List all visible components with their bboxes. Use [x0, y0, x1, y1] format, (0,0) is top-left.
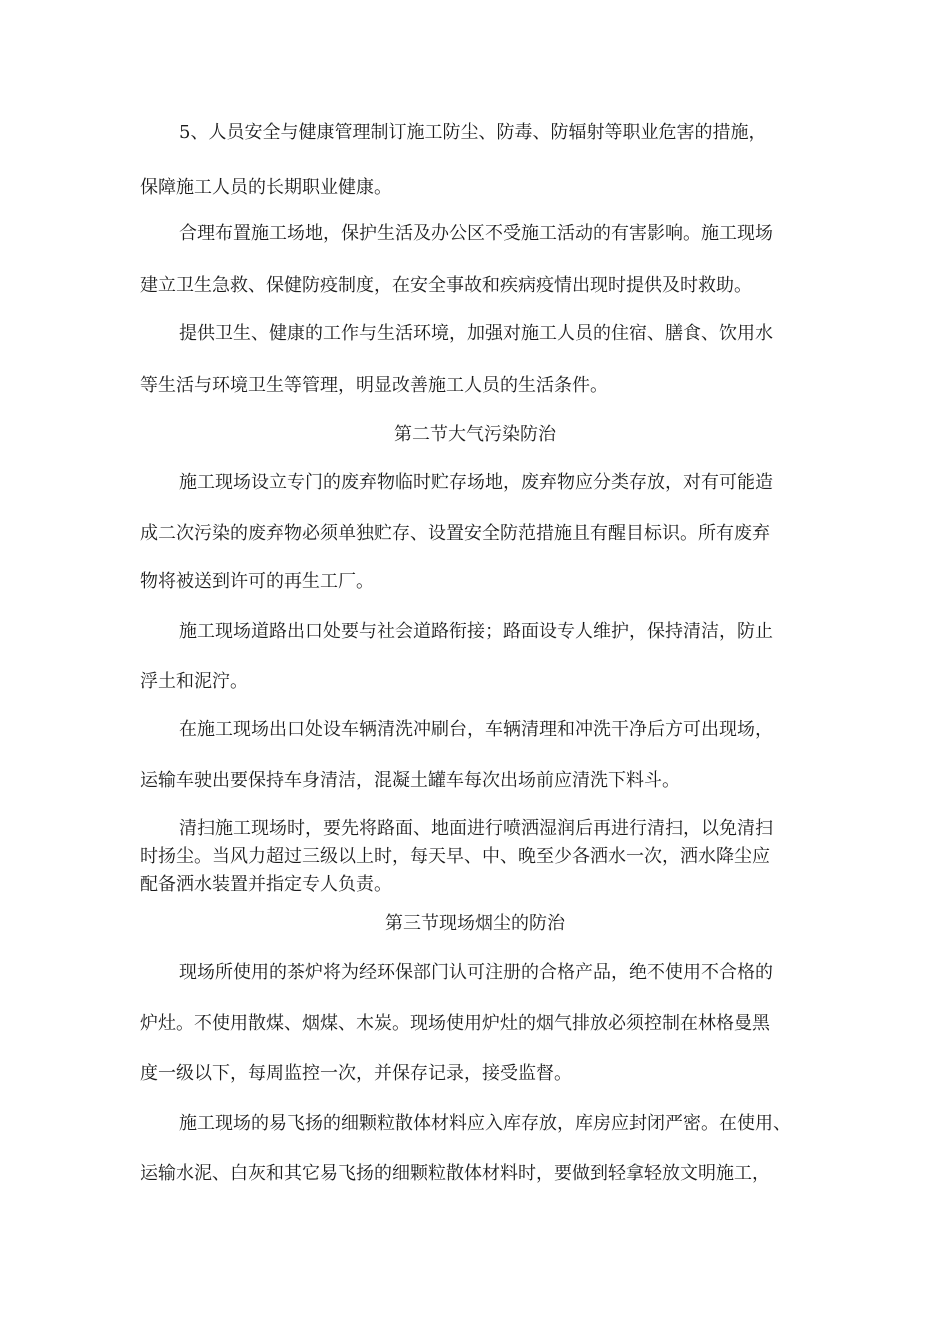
paragraph-line: 清扫施工现场时，要先将路面、地面进行喷洒湿润后再进行清扫，以免清扫 — [179, 818, 773, 839]
paragraph-line: 5、人员安全与健康管理制订施工防尘、防毒、防辐射等职业危害的措施， — [179, 122, 767, 143]
paragraph-line: 施工现场的易飞扬的细颗粒散体材料应入库存放，库房应封闭严密。在使用、 — [179, 1113, 791, 1134]
section-heading: 第三节现场烟尘的防治 — [385, 913, 565, 934]
paragraph-line: 在施工现场出口处设车辆清洗冲刷台，车辆清理和冲洗干净后方可出现场， — [179, 719, 773, 740]
paragraph-line: 施工现场道路出口处要与社会道路衔接；路面设专人维护，保持清洁，防止 — [179, 621, 773, 642]
paragraph-line: 提供卫生、健康的工作与生活环境，加强对施工人员的住宿、膳食、饮用水 — [179, 323, 773, 344]
paragraph-line: 成二次污染的废弃物必须单独贮存、设置安全防范措施且有醒目标识。所有废弃 — [140, 523, 770, 544]
paragraph-line: 合理布置施工场地，保护生活及办公区不受施工活动的有害影响。施工现场 — [179, 223, 773, 244]
paragraph-line: 炉灶。不使用散煤、烟煤、木炭。现场使用炉灶的烟气排放必须控制在林格曼黑 — [140, 1013, 770, 1034]
paragraph-line: 等生活与环境卫生等管理，明显改善施工人员的生活条件。 — [140, 375, 608, 396]
paragraph-line: 物将被送到许可的再生工厂。 — [140, 571, 374, 592]
paragraph-line: 建立卫生急救、保健防疫制度，在安全事故和疾病疫情出现时提供及时救助。 — [140, 275, 752, 296]
section-heading: 第二节大气污染防治 — [394, 424, 556, 445]
paragraph-line: 时扬尘。当风力超过三级以上时，每天早、中、晚至少各洒水一次，洒水降尘应 — [140, 846, 770, 867]
paragraph-line: 运输车驶出要保持车身清洁，混凝土罐车每次出场前应清洗下料斗。 — [140, 770, 680, 791]
paragraph-line: 现场所使用的茶炉将为经环保部门认可注册的合格产品，绝不使用不合格的 — [179, 962, 773, 983]
paragraph-line: 配备洒水装置并指定专人负责。 — [140, 874, 392, 895]
paragraph-line: 保障施工人员的长期职业健康。 — [140, 177, 392, 198]
paragraph-line: 运输水泥、白灰和其它易飞扬的细颗粒散体材料时，要做到轻拿轻放文明施工， — [140, 1163, 770, 1184]
paragraph-line: 施工现场设立专门的废弃物临时贮存场地，废弃物应分类存放，对有可能造 — [179, 472, 773, 493]
paragraph-line: 度一级以下，每周监控一次，并保存记录，接受监督。 — [140, 1063, 572, 1084]
paragraph-line: 浮土和泥泞。 — [140, 671, 248, 692]
